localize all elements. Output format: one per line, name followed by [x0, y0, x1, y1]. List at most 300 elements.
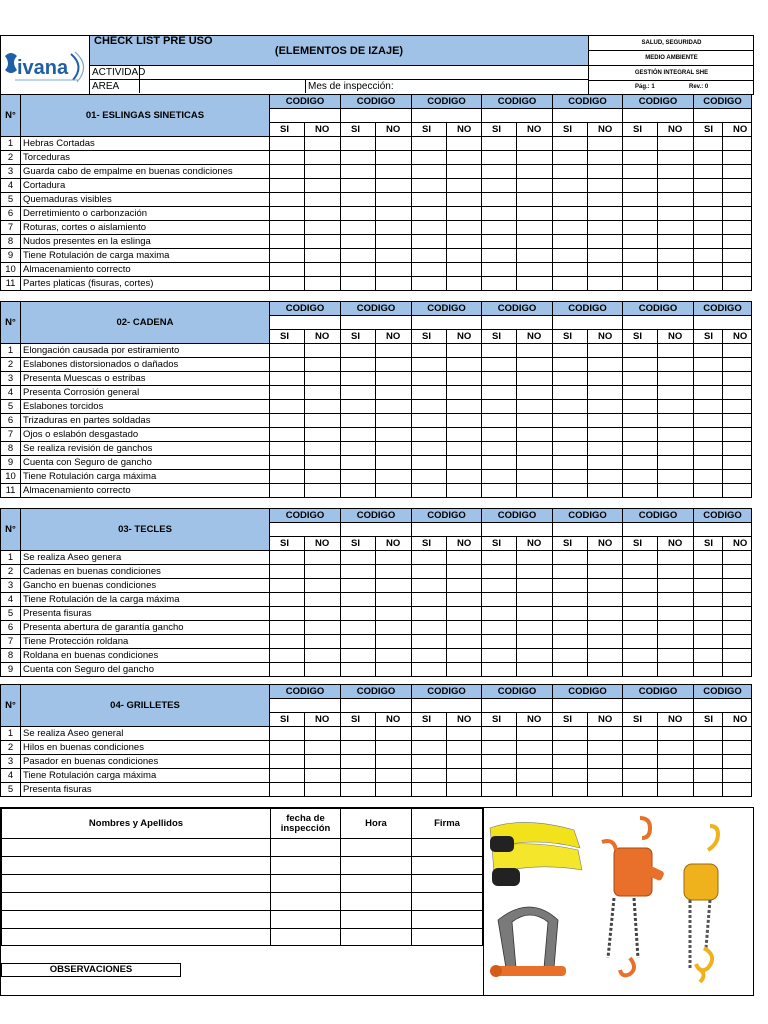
no-check-cell[interactable] — [517, 221, 553, 235]
codigo-input-cell[interactable] — [694, 523, 752, 537]
si-check-cell[interactable] — [341, 470, 376, 484]
si-check-cell[interactable] — [553, 277, 588, 291]
no-check-cell[interactable] — [305, 358, 341, 372]
no-check-cell[interactable] — [376, 621, 412, 635]
no-check-cell[interactable] — [517, 179, 553, 193]
si-check-cell[interactable] — [482, 137, 517, 151]
si-check-cell[interactable] — [482, 344, 517, 358]
si-check-cell[interactable] — [270, 137, 305, 151]
si-check-cell[interactable] — [412, 741, 447, 755]
si-check-cell[interactable] — [623, 193, 658, 207]
no-check-cell[interactable] — [305, 484, 341, 498]
si-check-cell[interactable] — [482, 235, 517, 249]
no-check-cell[interactable] — [588, 635, 623, 649]
no-check-cell[interactable] — [447, 428, 482, 442]
si-check-cell[interactable] — [623, 635, 658, 649]
si-check-cell[interactable] — [482, 579, 517, 593]
signature-time-cell[interactable] — [341, 857, 412, 875]
no-check-cell[interactable] — [588, 221, 623, 235]
si-check-cell[interactable] — [553, 484, 588, 498]
si-check-cell[interactable] — [341, 727, 376, 741]
si-check-cell[interactable] — [412, 755, 447, 769]
si-check-cell[interactable] — [270, 372, 305, 386]
signature-time-cell[interactable] — [341, 929, 412, 946]
si-check-cell[interactable] — [341, 249, 376, 263]
si-check-cell[interactable] — [270, 649, 305, 663]
no-check-cell[interactable] — [723, 221, 752, 235]
si-check-cell[interactable] — [553, 727, 588, 741]
si-check-cell[interactable] — [623, 551, 658, 565]
signature-name-cell[interactable] — [2, 893, 271, 911]
no-check-cell[interactable] — [723, 470, 752, 484]
si-check-cell[interactable] — [694, 621, 723, 635]
si-check-cell[interactable] — [341, 221, 376, 235]
signature-name-cell[interactable] — [2, 929, 271, 946]
no-check-cell[interactable] — [376, 470, 412, 484]
no-check-cell[interactable] — [517, 755, 553, 769]
si-check-cell[interactable] — [341, 783, 376, 797]
si-check-cell[interactable] — [553, 593, 588, 607]
no-check-cell[interactable] — [588, 755, 623, 769]
si-check-cell[interactable] — [482, 179, 517, 193]
si-check-cell[interactable] — [553, 193, 588, 207]
no-check-cell[interactable] — [588, 193, 623, 207]
no-check-cell[interactable] — [517, 263, 553, 277]
codigo-input-cell[interactable] — [412, 699, 482, 713]
si-check-cell[interactable] — [623, 249, 658, 263]
no-check-cell[interactable] — [376, 428, 412, 442]
no-check-cell[interactable] — [305, 179, 341, 193]
si-check-cell[interactable] — [412, 263, 447, 277]
no-check-cell[interactable] — [447, 386, 482, 400]
si-check-cell[interactable] — [270, 400, 305, 414]
si-check-cell[interactable] — [553, 607, 588, 621]
no-check-cell[interactable] — [376, 442, 412, 456]
si-check-cell[interactable] — [623, 579, 658, 593]
si-check-cell[interactable] — [694, 551, 723, 565]
si-check-cell[interactable] — [623, 649, 658, 663]
si-check-cell[interactable] — [270, 442, 305, 456]
si-check-cell[interactable] — [412, 151, 447, 165]
codigo-input-cell[interactable] — [553, 109, 623, 123]
no-check-cell[interactable] — [723, 755, 752, 769]
no-check-cell[interactable] — [305, 235, 341, 249]
no-check-cell[interactable] — [658, 221, 694, 235]
si-check-cell[interactable] — [482, 484, 517, 498]
si-check-cell[interactable] — [341, 400, 376, 414]
codigo-input-cell[interactable] — [412, 316, 482, 330]
no-check-cell[interactable] — [447, 755, 482, 769]
no-check-cell[interactable] — [517, 769, 553, 783]
no-check-cell[interactable] — [376, 386, 412, 400]
si-check-cell[interactable] — [270, 165, 305, 179]
no-check-cell[interactable] — [517, 277, 553, 291]
si-check-cell[interactable] — [412, 442, 447, 456]
si-check-cell[interactable] — [694, 428, 723, 442]
si-check-cell[interactable] — [270, 741, 305, 755]
no-check-cell[interactable] — [588, 565, 623, 579]
no-check-cell[interactable] — [376, 372, 412, 386]
no-check-cell[interactable] — [447, 400, 482, 414]
si-check-cell[interactable] — [270, 414, 305, 428]
si-check-cell[interactable] — [412, 249, 447, 263]
no-check-cell[interactable] — [517, 442, 553, 456]
no-check-cell[interactable] — [447, 372, 482, 386]
no-check-cell[interactable] — [517, 358, 553, 372]
si-check-cell[interactable] — [482, 470, 517, 484]
no-check-cell[interactable] — [588, 649, 623, 663]
no-check-cell[interactable] — [723, 249, 752, 263]
si-check-cell[interactable] — [694, 193, 723, 207]
no-check-cell[interactable] — [447, 249, 482, 263]
si-check-cell[interactable] — [694, 565, 723, 579]
si-check-cell[interactable] — [341, 635, 376, 649]
no-check-cell[interactable] — [447, 593, 482, 607]
si-check-cell[interactable] — [553, 221, 588, 235]
no-check-cell[interactable] — [305, 207, 341, 221]
si-check-cell[interactable] — [694, 663, 723, 677]
si-check-cell[interactable] — [553, 470, 588, 484]
no-check-cell[interactable] — [517, 663, 553, 677]
si-check-cell[interactable] — [553, 442, 588, 456]
no-check-cell[interactable] — [588, 207, 623, 221]
si-check-cell[interactable] — [341, 358, 376, 372]
si-check-cell[interactable] — [623, 179, 658, 193]
no-check-cell[interactable] — [517, 565, 553, 579]
no-check-cell[interactable] — [658, 344, 694, 358]
no-check-cell[interactable] — [588, 551, 623, 565]
signature-name-cell[interactable] — [2, 839, 271, 857]
no-check-cell[interactable] — [376, 579, 412, 593]
no-check-cell[interactable] — [305, 400, 341, 414]
no-check-cell[interactable] — [723, 649, 752, 663]
no-check-cell[interactable] — [305, 741, 341, 755]
si-check-cell[interactable] — [341, 179, 376, 193]
no-check-cell[interactable] — [376, 207, 412, 221]
si-check-cell[interactable] — [341, 442, 376, 456]
no-check-cell[interactable] — [517, 344, 553, 358]
si-check-cell[interactable] — [482, 400, 517, 414]
signature-sign-cell[interactable] — [412, 839, 483, 857]
si-check-cell[interactable] — [412, 579, 447, 593]
no-check-cell[interactable] — [447, 235, 482, 249]
si-check-cell[interactable] — [694, 783, 723, 797]
si-check-cell[interactable] — [270, 235, 305, 249]
si-check-cell[interactable] — [694, 344, 723, 358]
no-check-cell[interactable] — [723, 551, 752, 565]
no-check-cell[interactable] — [305, 551, 341, 565]
no-check-cell[interactable] — [305, 344, 341, 358]
no-check-cell[interactable] — [517, 741, 553, 755]
no-check-cell[interactable] — [376, 593, 412, 607]
si-check-cell[interactable] — [482, 783, 517, 797]
si-check-cell[interactable] — [270, 277, 305, 291]
si-check-cell[interactable] — [270, 579, 305, 593]
si-check-cell[interactable] — [412, 235, 447, 249]
no-check-cell[interactable] — [305, 221, 341, 235]
no-check-cell[interactable] — [723, 358, 752, 372]
si-check-cell[interactable] — [341, 579, 376, 593]
no-check-cell[interactable] — [517, 635, 553, 649]
si-check-cell[interactable] — [694, 607, 723, 621]
si-check-cell[interactable] — [270, 783, 305, 797]
si-check-cell[interactable] — [553, 165, 588, 179]
no-check-cell[interactable] — [658, 727, 694, 741]
no-check-cell[interactable] — [517, 386, 553, 400]
si-check-cell[interactable] — [623, 344, 658, 358]
no-check-cell[interactable] — [376, 344, 412, 358]
no-check-cell[interactable] — [305, 414, 341, 428]
signature-sign-cell[interactable] — [412, 929, 483, 946]
no-check-cell[interactable] — [723, 456, 752, 470]
no-check-cell[interactable] — [305, 783, 341, 797]
si-check-cell[interactable] — [270, 428, 305, 442]
si-check-cell[interactable] — [412, 358, 447, 372]
no-check-cell[interactable] — [376, 358, 412, 372]
si-check-cell[interactable] — [553, 755, 588, 769]
no-check-cell[interactable] — [588, 249, 623, 263]
no-check-cell[interactable] — [658, 484, 694, 498]
no-check-cell[interactable] — [517, 137, 553, 151]
no-check-cell[interactable] — [447, 456, 482, 470]
si-check-cell[interactable] — [623, 565, 658, 579]
no-check-cell[interactable] — [588, 137, 623, 151]
no-check-cell[interactable] — [723, 783, 752, 797]
si-check-cell[interactable] — [694, 207, 723, 221]
si-check-cell[interactable] — [341, 193, 376, 207]
si-check-cell[interactable] — [553, 635, 588, 649]
no-check-cell[interactable] — [376, 551, 412, 565]
si-check-cell[interactable] — [482, 635, 517, 649]
no-check-cell[interactable] — [658, 386, 694, 400]
si-check-cell[interactable] — [482, 565, 517, 579]
si-check-cell[interactable] — [341, 663, 376, 677]
si-check-cell[interactable] — [623, 593, 658, 607]
si-check-cell[interactable] — [694, 372, 723, 386]
si-check-cell[interactable] — [482, 741, 517, 755]
si-check-cell[interactable] — [270, 769, 305, 783]
si-check-cell[interactable] — [553, 551, 588, 565]
no-check-cell[interactable] — [723, 207, 752, 221]
si-check-cell[interactable] — [341, 769, 376, 783]
no-check-cell[interactable] — [305, 621, 341, 635]
si-check-cell[interactable] — [412, 428, 447, 442]
no-check-cell[interactable] — [305, 579, 341, 593]
si-check-cell[interactable] — [412, 372, 447, 386]
no-check-cell[interactable] — [588, 783, 623, 797]
si-check-cell[interactable] — [553, 621, 588, 635]
si-check-cell[interactable] — [412, 344, 447, 358]
no-check-cell[interactable] — [723, 741, 752, 755]
si-check-cell[interactable] — [341, 621, 376, 635]
no-check-cell[interactable] — [376, 151, 412, 165]
si-check-cell[interactable] — [553, 179, 588, 193]
si-check-cell[interactable] — [553, 137, 588, 151]
no-check-cell[interactable] — [658, 179, 694, 193]
si-check-cell[interactable] — [341, 372, 376, 386]
si-check-cell[interactable] — [482, 221, 517, 235]
si-check-cell[interactable] — [553, 741, 588, 755]
si-check-cell[interactable] — [482, 621, 517, 635]
si-check-cell[interactable] — [341, 428, 376, 442]
si-check-cell[interactable] — [412, 649, 447, 663]
si-check-cell[interactable] — [341, 151, 376, 165]
no-check-cell[interactable] — [588, 151, 623, 165]
no-check-cell[interactable] — [723, 263, 752, 277]
si-check-cell[interactable] — [694, 263, 723, 277]
no-check-cell[interactable] — [658, 783, 694, 797]
no-check-cell[interactable] — [723, 727, 752, 741]
no-check-cell[interactable] — [723, 565, 752, 579]
no-check-cell[interactable] — [305, 442, 341, 456]
no-check-cell[interactable] — [447, 649, 482, 663]
codigo-input-cell[interactable] — [482, 316, 553, 330]
si-check-cell[interactable] — [482, 386, 517, 400]
no-check-cell[interactable] — [658, 565, 694, 579]
no-check-cell[interactable] — [588, 579, 623, 593]
si-check-cell[interactable] — [270, 593, 305, 607]
no-check-cell[interactable] — [447, 551, 482, 565]
si-check-cell[interactable] — [694, 151, 723, 165]
si-check-cell[interactable] — [623, 137, 658, 151]
codigo-input-cell[interactable] — [341, 699, 412, 713]
si-check-cell[interactable] — [553, 414, 588, 428]
si-check-cell[interactable] — [482, 414, 517, 428]
si-check-cell[interactable] — [270, 386, 305, 400]
si-check-cell[interactable] — [412, 277, 447, 291]
signature-date-cell[interactable] — [271, 929, 341, 946]
no-check-cell[interactable] — [517, 621, 553, 635]
signature-time-cell[interactable] — [341, 911, 412, 929]
si-check-cell[interactable] — [270, 456, 305, 470]
no-check-cell[interactable] — [723, 663, 752, 677]
no-check-cell[interactable] — [447, 151, 482, 165]
no-check-cell[interactable] — [588, 621, 623, 635]
si-check-cell[interactable] — [412, 593, 447, 607]
si-check-cell[interactable] — [270, 663, 305, 677]
no-check-cell[interactable] — [517, 551, 553, 565]
si-check-cell[interactable] — [341, 456, 376, 470]
si-check-cell[interactable] — [694, 727, 723, 741]
no-check-cell[interactable] — [658, 741, 694, 755]
no-check-cell[interactable] — [447, 579, 482, 593]
si-check-cell[interactable] — [694, 358, 723, 372]
signature-name-cell[interactable] — [2, 857, 271, 875]
si-check-cell[interactable] — [412, 621, 447, 635]
no-check-cell[interactable] — [447, 221, 482, 235]
no-check-cell[interactable] — [517, 249, 553, 263]
no-check-cell[interactable] — [588, 263, 623, 277]
no-check-cell[interactable] — [588, 741, 623, 755]
si-check-cell[interactable] — [694, 442, 723, 456]
no-check-cell[interactable] — [447, 207, 482, 221]
no-check-cell[interactable] — [517, 470, 553, 484]
no-check-cell[interactable] — [517, 400, 553, 414]
no-check-cell[interactable] — [723, 593, 752, 607]
no-check-cell[interactable] — [447, 263, 482, 277]
no-check-cell[interactable] — [305, 249, 341, 263]
no-check-cell[interactable] — [305, 456, 341, 470]
si-check-cell[interactable] — [341, 741, 376, 755]
si-check-cell[interactable] — [270, 727, 305, 741]
si-check-cell[interactable] — [412, 400, 447, 414]
si-check-cell[interactable] — [694, 179, 723, 193]
no-check-cell[interactable] — [517, 579, 553, 593]
si-check-cell[interactable] — [412, 414, 447, 428]
no-check-cell[interactable] — [723, 165, 752, 179]
no-check-cell[interactable] — [588, 372, 623, 386]
si-check-cell[interactable] — [694, 741, 723, 755]
si-check-cell[interactable] — [341, 235, 376, 249]
no-check-cell[interactable] — [723, 484, 752, 498]
si-check-cell[interactable] — [412, 386, 447, 400]
si-check-cell[interactable] — [412, 783, 447, 797]
no-check-cell[interactable] — [658, 769, 694, 783]
no-check-cell[interactable] — [723, 621, 752, 635]
no-check-cell[interactable] — [723, 442, 752, 456]
si-check-cell[interactable] — [341, 207, 376, 221]
no-check-cell[interactable] — [658, 593, 694, 607]
si-check-cell[interactable] — [412, 727, 447, 741]
no-check-cell[interactable] — [588, 593, 623, 607]
no-check-cell[interactable] — [723, 414, 752, 428]
signature-time-cell[interactable] — [341, 839, 412, 857]
no-check-cell[interactable] — [376, 649, 412, 663]
no-check-cell[interactable] — [305, 165, 341, 179]
si-check-cell[interactable] — [694, 456, 723, 470]
no-check-cell[interactable] — [723, 769, 752, 783]
no-check-cell[interactable] — [658, 442, 694, 456]
signature-sign-cell[interactable] — [412, 875, 483, 893]
codigo-input-cell[interactable] — [341, 109, 412, 123]
no-check-cell[interactable] — [305, 386, 341, 400]
si-check-cell[interactable] — [623, 484, 658, 498]
si-check-cell[interactable] — [623, 151, 658, 165]
no-check-cell[interactable] — [658, 193, 694, 207]
no-check-cell[interactable] — [658, 428, 694, 442]
si-check-cell[interactable] — [623, 470, 658, 484]
si-check-cell[interactable] — [412, 179, 447, 193]
no-check-cell[interactable] — [658, 579, 694, 593]
si-check-cell[interactable] — [623, 400, 658, 414]
si-check-cell[interactable] — [482, 663, 517, 677]
si-check-cell[interactable] — [553, 386, 588, 400]
no-check-cell[interactable] — [376, 565, 412, 579]
si-check-cell[interactable] — [553, 649, 588, 663]
si-check-cell[interactable] — [623, 755, 658, 769]
no-check-cell[interactable] — [305, 137, 341, 151]
codigo-input-cell[interactable] — [694, 316, 752, 330]
signature-date-cell[interactable] — [271, 857, 341, 875]
si-check-cell[interactable] — [412, 137, 447, 151]
si-check-cell[interactable] — [270, 470, 305, 484]
no-check-cell[interactable] — [376, 179, 412, 193]
no-check-cell[interactable] — [517, 593, 553, 607]
si-check-cell[interactable] — [694, 400, 723, 414]
si-check-cell[interactable] — [553, 249, 588, 263]
si-check-cell[interactable] — [553, 372, 588, 386]
no-check-cell[interactable] — [305, 607, 341, 621]
si-check-cell[interactable] — [623, 663, 658, 677]
no-check-cell[interactable] — [588, 428, 623, 442]
no-check-cell[interactable] — [723, 235, 752, 249]
si-check-cell[interactable] — [482, 649, 517, 663]
no-check-cell[interactable] — [447, 783, 482, 797]
no-check-cell[interactable] — [447, 179, 482, 193]
si-check-cell[interactable] — [412, 207, 447, 221]
no-check-cell[interactable] — [723, 372, 752, 386]
no-check-cell[interactable] — [447, 484, 482, 498]
